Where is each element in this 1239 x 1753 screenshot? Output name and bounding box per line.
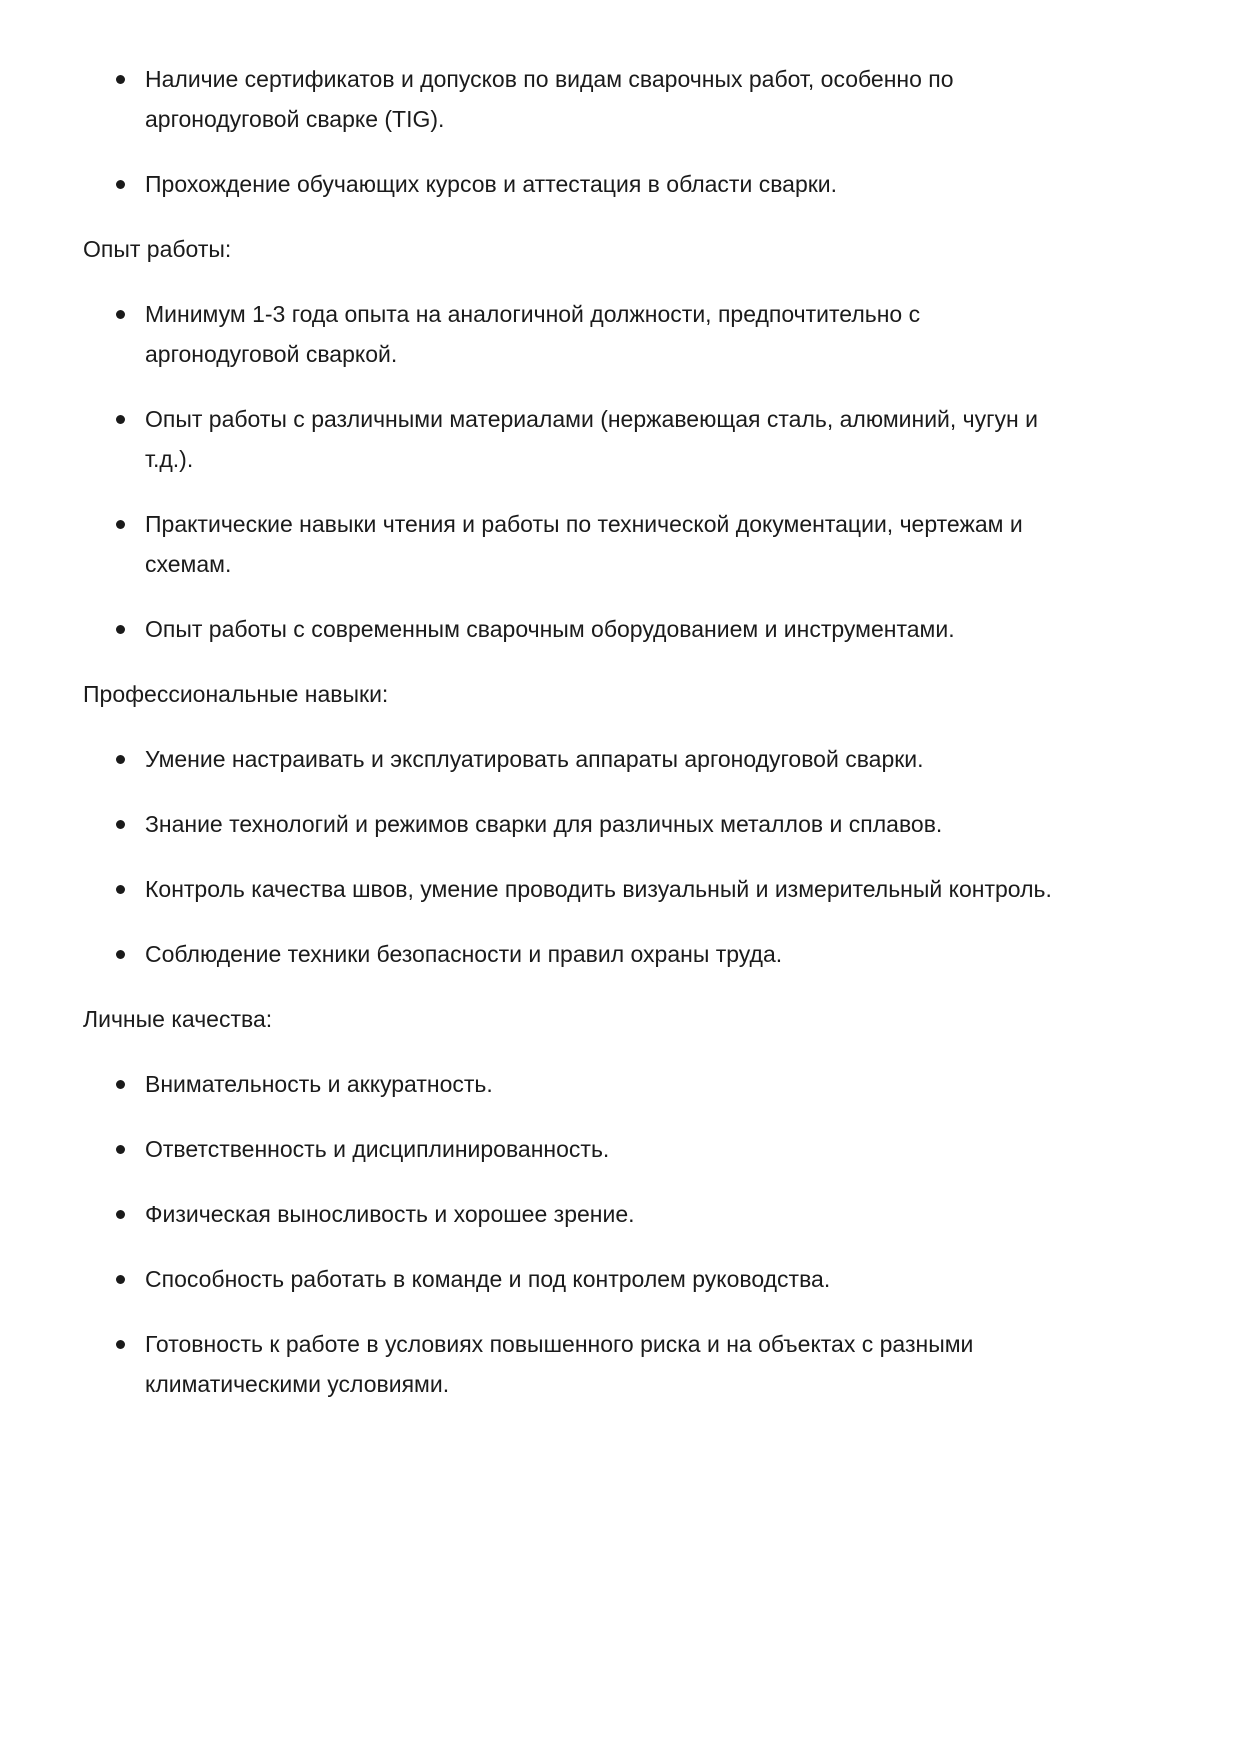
bullet-icon bbox=[116, 415, 125, 424]
list-item bbox=[83, 59, 1199, 139]
list-item-text: Соблюдение техники безопасности и правил охраны труда. bbox=[145, 941, 783, 967]
list-item-text: Готовность к работе в условиях повышенного риска и на объектах с разными климатическими условиями. bbox=[145, 1331, 974, 1397]
list-item bbox=[83, 609, 1199, 649]
section-heading: Опыт работы: bbox=[83, 236, 232, 262]
list-item bbox=[83, 294, 1199, 374]
list-item bbox=[83, 1324, 1199, 1404]
list-item-text: Минимум 1-3 года опыта на аналогичной должности, предпочтительно с аргонодуговой сваркой. bbox=[145, 301, 921, 367]
bullet-icon bbox=[116, 820, 125, 829]
list-item bbox=[83, 934, 1199, 974]
list-item-text: Наличие сертификатов и допусков по видам сварочных работ, особенно по аргонодуговой сварке (TIG). bbox=[145, 66, 954, 132]
bullet-icon bbox=[116, 755, 125, 764]
bullet-icon bbox=[116, 310, 125, 319]
list-item-text: Прохождение обучающих курсов и аттестация в области сварки. bbox=[145, 171, 838, 197]
list-item-text: Физическая выносливость и хорошее зрение. bbox=[145, 1201, 635, 1227]
document-body bbox=[83, 59, 1199, 1429]
list-item-text: Опыт работы с современным сварочным оборудованием и инструментами. bbox=[145, 616, 955, 642]
bullet-icon bbox=[116, 625, 125, 634]
list-item bbox=[83, 1064, 1199, 1104]
bullet-icon bbox=[116, 180, 125, 189]
bullet-icon bbox=[116, 950, 125, 959]
bullet-icon bbox=[116, 885, 125, 894]
bullet-icon bbox=[116, 1210, 125, 1219]
list-item bbox=[83, 804, 1199, 844]
list-item bbox=[83, 869, 1199, 909]
bullet-icon bbox=[116, 1080, 125, 1089]
section-heading: Личные качества: bbox=[83, 1006, 273, 1032]
list-item-text: Внимательность и аккуратность. bbox=[145, 1071, 493, 1097]
bullet-icon bbox=[116, 75, 125, 84]
list-item-text: Опыт работы с различными материалами (нержавеющая сталь, алюминий, чугун и т.д.). bbox=[145, 406, 1038, 472]
list-item bbox=[83, 1194, 1199, 1234]
bullet-icon bbox=[116, 1275, 125, 1284]
list-item-text: Практические навыки чтения и работы по технической документации, чертежам и схемам. bbox=[145, 511, 1023, 577]
list-item-text: Ответственность и дисциплинированность. bbox=[145, 1136, 610, 1162]
bullet-icon bbox=[116, 1340, 125, 1349]
list-item-text: Способность работать в команде и под контролем руководства. bbox=[145, 1266, 831, 1292]
section-heading: Профессиональные навыки: bbox=[83, 681, 389, 707]
list-item-text: Контроль качества швов, умение проводить визуальный и измерительный контроль. bbox=[145, 876, 1052, 902]
list-item-text: Умение настраивать и эксплуатировать аппараты аргонодуговой сварки. bbox=[145, 746, 924, 772]
list-item bbox=[83, 739, 1199, 779]
bullet-icon bbox=[116, 1145, 125, 1154]
bullet-icon bbox=[116, 520, 125, 529]
list-item bbox=[83, 1129, 1199, 1169]
list-item bbox=[83, 164, 1199, 204]
list-item bbox=[83, 399, 1199, 479]
list-item bbox=[83, 504, 1199, 584]
list-item bbox=[83, 1259, 1199, 1299]
list-item-text: Знание технологий и режимов сварки для различных металлов и сплавов. bbox=[145, 811, 943, 837]
